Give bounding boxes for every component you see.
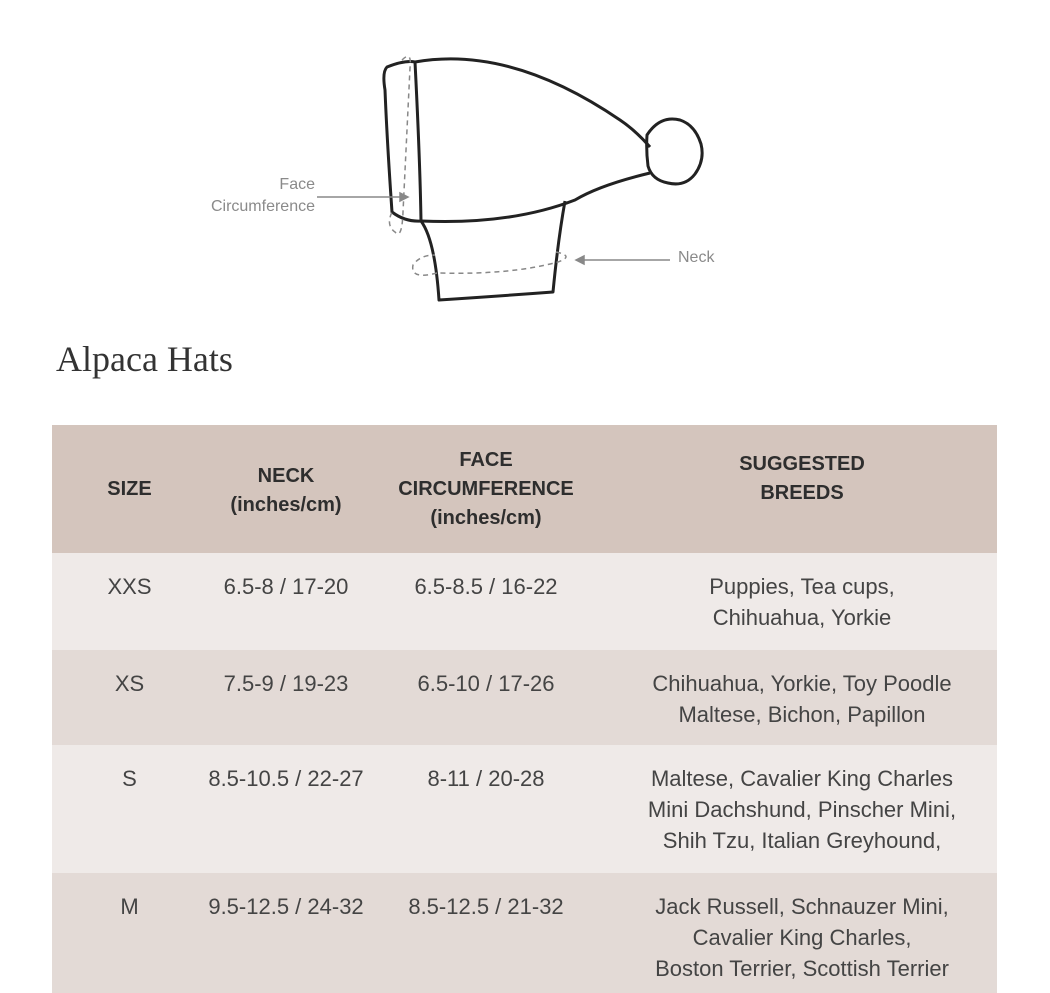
neck-cell: 8.5-10.5 / 22-27 <box>207 745 365 873</box>
face-cell: 6.5-8.5 / 16-22 <box>365 553 607 650</box>
face-label-line: Face <box>279 176 315 193</box>
breeds-cell: Jack Russell, Schnauzer Mini, Cavalier King Charles, Boston Terrier, Scottish Terrier <box>607 873 997 993</box>
size-chart-table <box>52 425 997 993</box>
table-row <box>52 873 997 993</box>
face-cell: 6.5-10 / 17-26 <box>365 650 607 745</box>
table-header-row <box>52 425 997 553</box>
size-cell: M <box>52 873 207 993</box>
face-circumference-label <box>180 174 315 218</box>
table-row <box>52 745 997 873</box>
header-size: SIZE <box>52 425 207 553</box>
breeds-cell: Chihuahua, Yorkie, Toy Poodle Maltese, Bichon, Papillon <box>607 650 997 745</box>
breeds-cell: Maltese, Cavalier King Charles Mini Dachshund, Pinscher Mini, Shih Tzu, Italian Greyhound, <box>607 745 997 873</box>
breeds-cell: Puppies, Tea cups, Chihuahua, Yorkie <box>607 553 997 650</box>
neck-cell: 7.5-9 / 19-23 <box>207 650 365 745</box>
header-face-circumference: FACE CIRCUMFERENCE (inches/cm) <box>365 425 607 553</box>
header-neck: NECK (inches/cm) <box>207 425 365 553</box>
neck-cell: 9.5-12.5 / 24-32 <box>207 873 365 993</box>
size-cell: XXS <box>52 553 207 650</box>
size-cell: XS <box>52 650 207 745</box>
neck-label: Neck <box>678 249 715 266</box>
table-row <box>52 650 997 745</box>
face-cell: 8.5-12.5 / 21-32 <box>365 873 607 993</box>
page-title: Alpaca Hats <box>56 339 233 379</box>
hat-size-diagram <box>180 40 740 310</box>
neck-cell: 6.5-8 / 17-20 <box>207 553 365 650</box>
table-row <box>52 553 997 650</box>
header-suggested-breeds: SUGGESTED BREEDS <box>607 425 997 553</box>
size-cell: S <box>52 745 207 873</box>
face-cell: 8-11 / 20-28 <box>365 745 607 873</box>
circumference-label-line: Circumference <box>210 198 315 215</box>
